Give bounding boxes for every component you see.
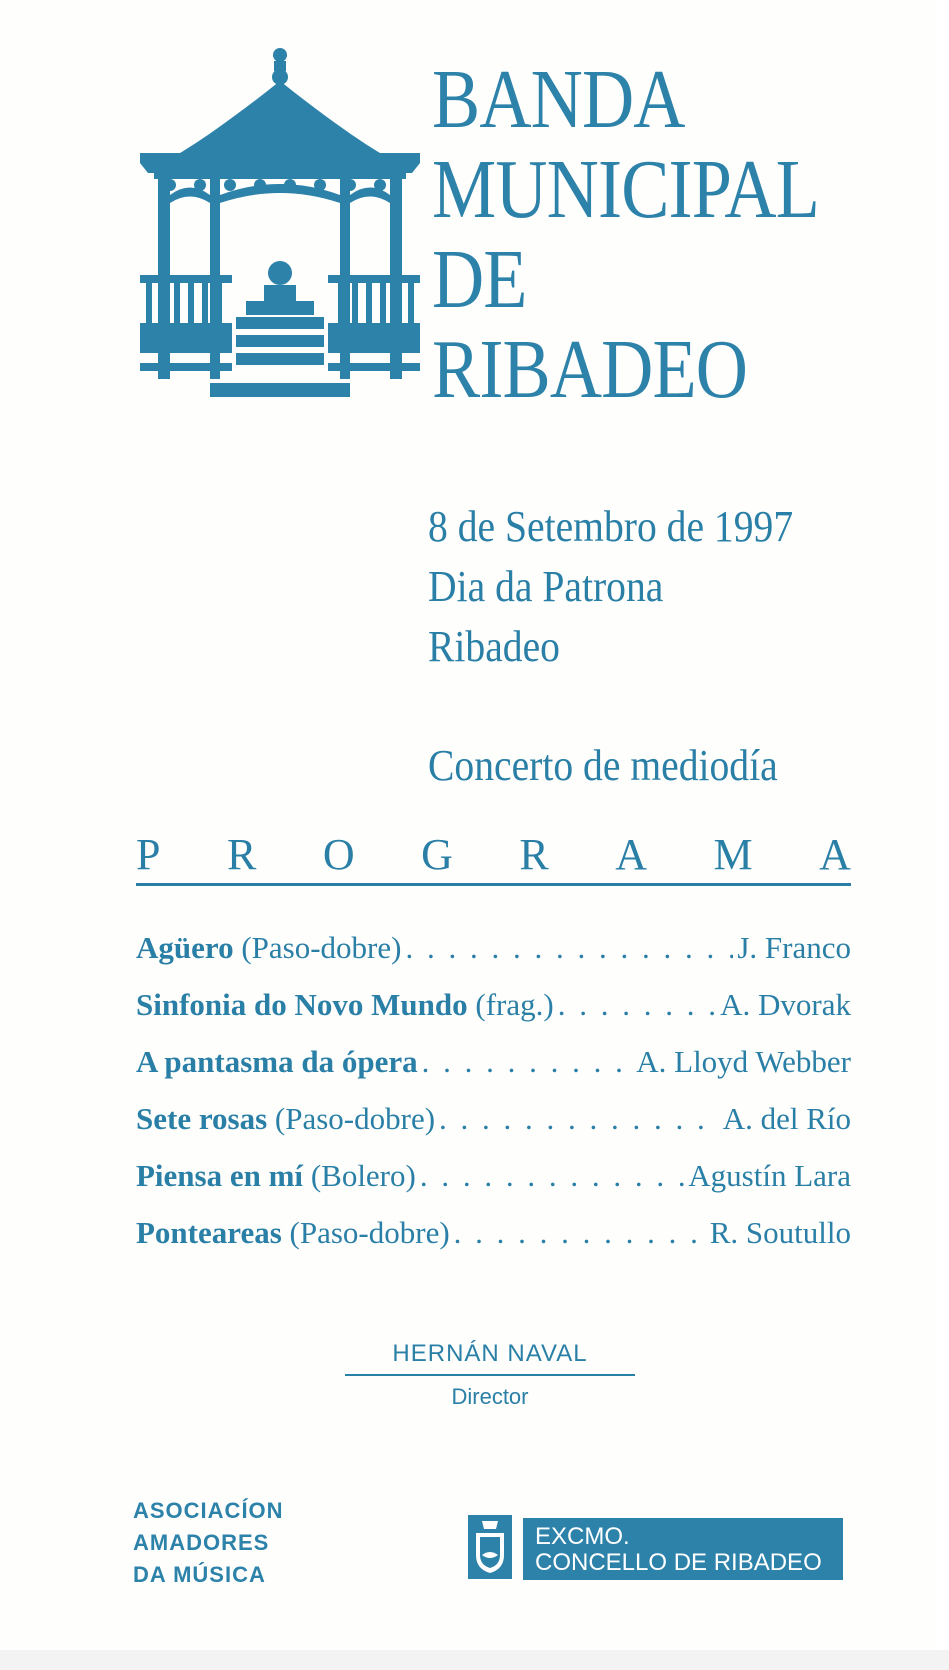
programa-letter: P [136, 830, 161, 879]
director-role: Director [451, 1384, 529, 1409]
programa-letter: O [322, 830, 355, 879]
concello-logo [523, 1518, 843, 1580]
coat-of-arms-icon [468, 1515, 512, 1579]
leader-dots [439, 1101, 719, 1137]
band-title [432, 55, 819, 415]
piece-composer: A. del Río [722, 1101, 851, 1136]
piece-composer: Agustín Lara [688, 1158, 851, 1193]
piece-composer: A. Dvorak [720, 987, 851, 1022]
piece-title: Ponteareas [136, 1215, 282, 1250]
concert-name: Concerto de mediodía [428, 741, 778, 790]
programa-divider [136, 883, 851, 886]
piece-genre: (Bolero) [310, 1158, 416, 1193]
leader-dots [422, 1044, 633, 1080]
asociacion-line: DA MÚSICA [133, 1562, 266, 1587]
programa-heading [136, 830, 851, 880]
piece-composer: R. Soutullo [709, 1215, 851, 1250]
piece-title: Sinfonia do Novo Mundo [136, 987, 468, 1022]
title-line: RIBADEO [432, 323, 748, 416]
list-item [136, 1044, 851, 1101]
leader-dots [454, 1215, 706, 1251]
programa-letter: R [226, 830, 257, 879]
piece-composer: A. Lloyd Webber [636, 1044, 851, 1079]
leader-dots [558, 987, 716, 1023]
piece-title: Piensa en mí [136, 1158, 304, 1193]
piece-title: A pantasma da ópera [136, 1044, 418, 1079]
title-line: MUNICIPAL [432, 143, 819, 236]
leader-dots [405, 930, 733, 966]
program-list [136, 930, 851, 1272]
list-item [136, 930, 851, 987]
programa-letter: M [713, 830, 753, 879]
director-block [345, 1340, 635, 1410]
event-date: 8 de Setembro de 1997 [428, 502, 794, 551]
leader-dots [420, 1158, 684, 1194]
list-item [136, 1101, 851, 1158]
event-place: Ribadeo [428, 622, 560, 671]
event-details [428, 497, 793, 677]
piece-genre: (Paso-dobre) [241, 930, 402, 965]
programa-letter: R [519, 830, 549, 879]
event-occasion: Dia da Patrona [428, 562, 664, 611]
list-item [136, 1158, 851, 1215]
list-item [136, 987, 851, 1044]
concello-line: CONCELLO DE RIBADEO [535, 1549, 822, 1576]
piece-genre: (frag.) [475, 987, 554, 1022]
piece-title: Agüero [136, 930, 234, 965]
asociacion-line: AMADORES [133, 1530, 270, 1555]
title-line: DE [432, 233, 527, 326]
piece-genre: (Paso-dobre) [274, 1101, 436, 1136]
piece-composer: J. Franco [737, 930, 851, 965]
programa-letter: A [819, 830, 851, 879]
list-item [136, 1215, 851, 1272]
programa-letter: G [421, 830, 453, 879]
scan-edge [0, 1650, 949, 1670]
asociacion-logo [133, 1495, 284, 1591]
piece-genre: (Paso-dobre) [289, 1215, 450, 1250]
programa-letter: A [615, 830, 648, 879]
asociacion-line: ASOCIACÍON [133, 1498, 284, 1523]
director-name: HERNÁN NAVAL [345, 1340, 635, 1376]
bandstand-icon [140, 45, 420, 400]
concello-line: EXCMO. [535, 1523, 630, 1550]
piece-title: Sete rosas [136, 1101, 268, 1136]
title-line: BANDA [432, 53, 685, 146]
